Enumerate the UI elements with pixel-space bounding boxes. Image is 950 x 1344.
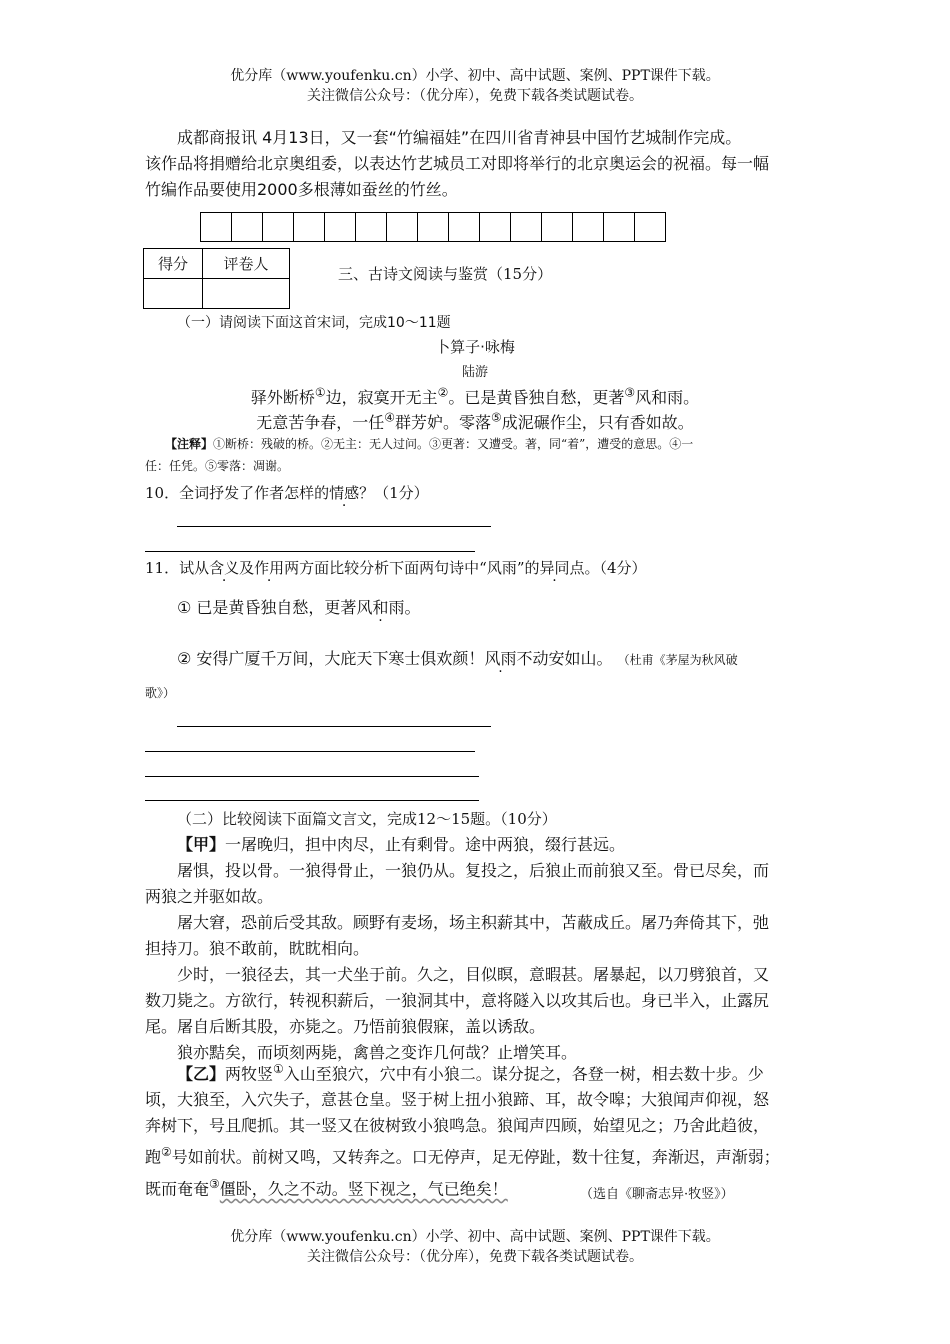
page-footer [0, 1227, 950, 1267]
footer-line-1: 优分库（www.youfenku.cn）小学、初中、高中试题、案例、PPT课件下载。 [230, 1229, 720, 1245]
question-number: 11． [145, 559, 180, 577]
poem-notes [145, 433, 815, 477]
poem-line-2 [0, 410, 950, 433]
note-marker: ③ [624, 385, 636, 400]
grader-header: 评卷人 [203, 249, 290, 279]
poem-text: 风和雨。 [635, 388, 700, 407]
grid-cell[interactable] [263, 212, 294, 242]
source-text: （杜甫《茅屋为秋风破 [617, 653, 738, 667]
grid-cell[interactable] [480, 212, 511, 242]
grid-cell[interactable] [325, 212, 356, 242]
passage-yi [145, 1056, 820, 1202]
footer-line-2: 关注微信公众号：（优分库），免费下载各类试题试卷。 [307, 1249, 643, 1265]
poem-text: 边，寂寞开无主 [325, 388, 438, 407]
header-line-1: 优分库（www.youfenku.cn）小学、初中、高中试题、案例、PPT课件下载。 [230, 68, 720, 84]
grid-cell[interactable] [604, 212, 635, 242]
header-line-2: 关注微信公众号：（优分库），免费下载各类试题试卷。 [307, 88, 643, 104]
emphasis-text: 风雨 [484, 649, 517, 668]
grid-cell[interactable] [573, 212, 604, 242]
answer-line[interactable] [145, 800, 479, 801]
notes-line-1: ①断桥：残破的桥。②无主：无人过问。③更著：又遭受。著，同“着”，遭受的意思。④一 [213, 437, 694, 451]
passage-label: 【甲】 [177, 835, 226, 854]
poem-text: 无意苦争春，一任 [256, 413, 385, 432]
news-line-2: 该作品将捐赠给北京奥组委，以表达竹艺城员工对即将举行的北京奥运会的祝福。每一幅 [145, 154, 770, 173]
passage-text: 号如前状。前树又鸣，又转奔之。口无停声，足无停趾，数十往复，奔渐迟，声渐弱； [171, 1147, 780, 1167]
passage-text: 少时，一狼径去，其一犬坐于前。久之，目似瞑，意暇甚。屠暴起，以刀劈狼首，又 [177, 965, 770, 984]
sentence-text: ② 安得广厦千万间，大庇天下寒士俱欢颜！ [177, 649, 485, 668]
poem-text: 。已是黄昏独自愁，更著 [448, 388, 625, 407]
passage-text: 一屠晚归，担中肉尽，止有剩骨。途中两狼，缀行甚远。 [225, 835, 626, 854]
question-text: 全词抒发了作者怎样的 [179, 484, 330, 502]
passage-text: 尾。屠自后断其股，亦毙之。乃悟前狼假寐，盖以诱敌。 [145, 1017, 546, 1036]
passage-jia [145, 832, 820, 1066]
grader-cell[interactable] [203, 279, 290, 309]
emphasis-text: 作用 [254, 559, 285, 577]
grid-cell[interactable] [418, 212, 449, 242]
note-marker: ③ [209, 1176, 220, 1191]
news-passage [145, 125, 815, 203]
sentence-text: 。 [404, 598, 421, 617]
poem-author: 陆游 [461, 365, 488, 380]
question-11 [145, 557, 647, 578]
section-3-title: 三、古诗文阅读与鉴赏（15分） [338, 265, 553, 283]
question-text: ？（1分） [359, 484, 429, 502]
question-number: 10． [145, 484, 180, 502]
grid-cell[interactable] [635, 212, 666, 242]
passage-text: 屠大窘，恐前后受其敌。顾野有麦场，场主积薪其中，苫蔽成丘。屠乃奔倚其下，弛 [177, 913, 770, 932]
answer-line[interactable] [145, 551, 475, 552]
grid-cell[interactable] [356, 212, 387, 242]
note-marker: ⑤ [491, 410, 502, 425]
question-text: 点。（4分） [569, 559, 647, 577]
grid-cell[interactable] [232, 212, 263, 242]
passage-text: 顷，大狼至，入穴失子，意甚仓皇。竖于树上扭小狼蹄、耳，故令嗥；大狼闻声仰视，怒 [145, 1090, 770, 1110]
sentence-text: ① 已是黄昏独自愁，更著 [177, 598, 357, 617]
passage-text: 数刀毙之。方欲行，转视积薪后，一狼洞其中，意将隧入以攻其后也。身已半入，止露尻 [145, 991, 770, 1010]
passage-text: 两狼之并驱如故。 [145, 887, 274, 906]
answer-line[interactable] [177, 726, 491, 727]
news-line-1: 成都商报讯 4月13日，又一套“竹编福娃”在四川省青神县中国竹艺城制作完成。 [177, 128, 742, 147]
notes-label: 【注释】 [165, 437, 214, 451]
answer-grid[interactable] [200, 212, 666, 242]
passage-text: 奔树下，号且爬抓。其一竖又在彼树致小狼鸣急。狼闻声四顾，始望见之；乃舍此趋彼， [145, 1116, 770, 1136]
q11-sentence-1 [177, 595, 420, 618]
emphasis-text: 异同 [539, 559, 570, 577]
note-marker: ① [273, 1062, 284, 1076]
news-line-3: 竹编作品要使用2000多根薄如蚕丝的竹丝。 [145, 180, 458, 199]
passage-source: （选自《聊斋志异·牧竖》） [580, 1187, 734, 1202]
passage-text: 两牧竖 [225, 1064, 274, 1084]
passage-text: 屠惧，投以骨。一狼得骨止，一狼仍从。复投之，后狼止而前狼又至。骨已尽矣，而 [177, 861, 770, 880]
grid-cell[interactable] [542, 212, 573, 242]
source-text-cont: 歌》） [145, 686, 176, 700]
note-marker: ④ [384, 410, 395, 425]
question-text: 试从 [179, 559, 210, 577]
answer-line[interactable] [177, 526, 491, 527]
passage-text: 既而奄奄 [145, 1178, 210, 1198]
score-cell[interactable] [144, 279, 203, 309]
passage-text: 入山至狼穴，穴中有小狼二。谋分捉之，各登一树，相去数十步。少 [283, 1064, 764, 1084]
emphasis-text: 风和雨 [356, 598, 405, 617]
emphasis-text: 含义 [209, 559, 240, 577]
grid-cell[interactable] [201, 212, 232, 242]
note-marker: ① [314, 385, 326, 400]
poem-text: 成泥碾作尘，只有香如故。 [501, 413, 694, 432]
answer-line[interactable] [145, 751, 475, 752]
notes-line-2: 任：任凭。⑤零落：凋谢。 [145, 459, 290, 473]
passage-text: 跑 [145, 1147, 162, 1167]
sentence-text: 不动安如山。 [516, 649, 613, 668]
passage-text: 僵卧，久之不动。竖下视之，气已绝矣！ [219, 1178, 508, 1198]
poem-line-1 [0, 385, 950, 408]
part2-intro: （二）比较阅读下面篇文言文，完成12～15题。（10分） [177, 810, 557, 828]
grid-cell[interactable] [387, 212, 418, 242]
emphasis-text: 情感 [329, 484, 360, 502]
poem-text: 群芳妒。零落 [394, 413, 491, 432]
note-marker: ② [161, 1145, 172, 1160]
score-table [143, 248, 290, 309]
passage-text: 担持刀。狼不敢前，眈眈相向。 [145, 939, 370, 958]
question-text: 两方面比较分析下面两句诗中“风雨”的 [284, 559, 540, 577]
q11-sentence-2 [177, 646, 817, 669]
page-header [0, 66, 950, 106]
passage-text: 狼亦黠矣，而顷刻两毙，禽兽之变诈几何哉？止增笑耳。 [177, 1043, 578, 1062]
passage-label: 【乙】 [177, 1064, 226, 1084]
question-10 [145, 482, 429, 503]
part1-intro: （一）请阅读下面这首宋词，完成10～11题 [177, 315, 451, 331]
poem-text: 驿外断桥 [250, 388, 315, 407]
grid-cell[interactable] [294, 212, 325, 242]
score-header: 得分 [144, 249, 203, 279]
question-text: 及 [239, 559, 255, 577]
poem-title: 卜算子·咏梅 [435, 338, 515, 356]
grid-cell[interactable] [449, 212, 480, 242]
note-marker: ② [437, 385, 449, 400]
answer-line[interactable] [145, 776, 479, 777]
grid-cell[interactable] [511, 212, 542, 242]
